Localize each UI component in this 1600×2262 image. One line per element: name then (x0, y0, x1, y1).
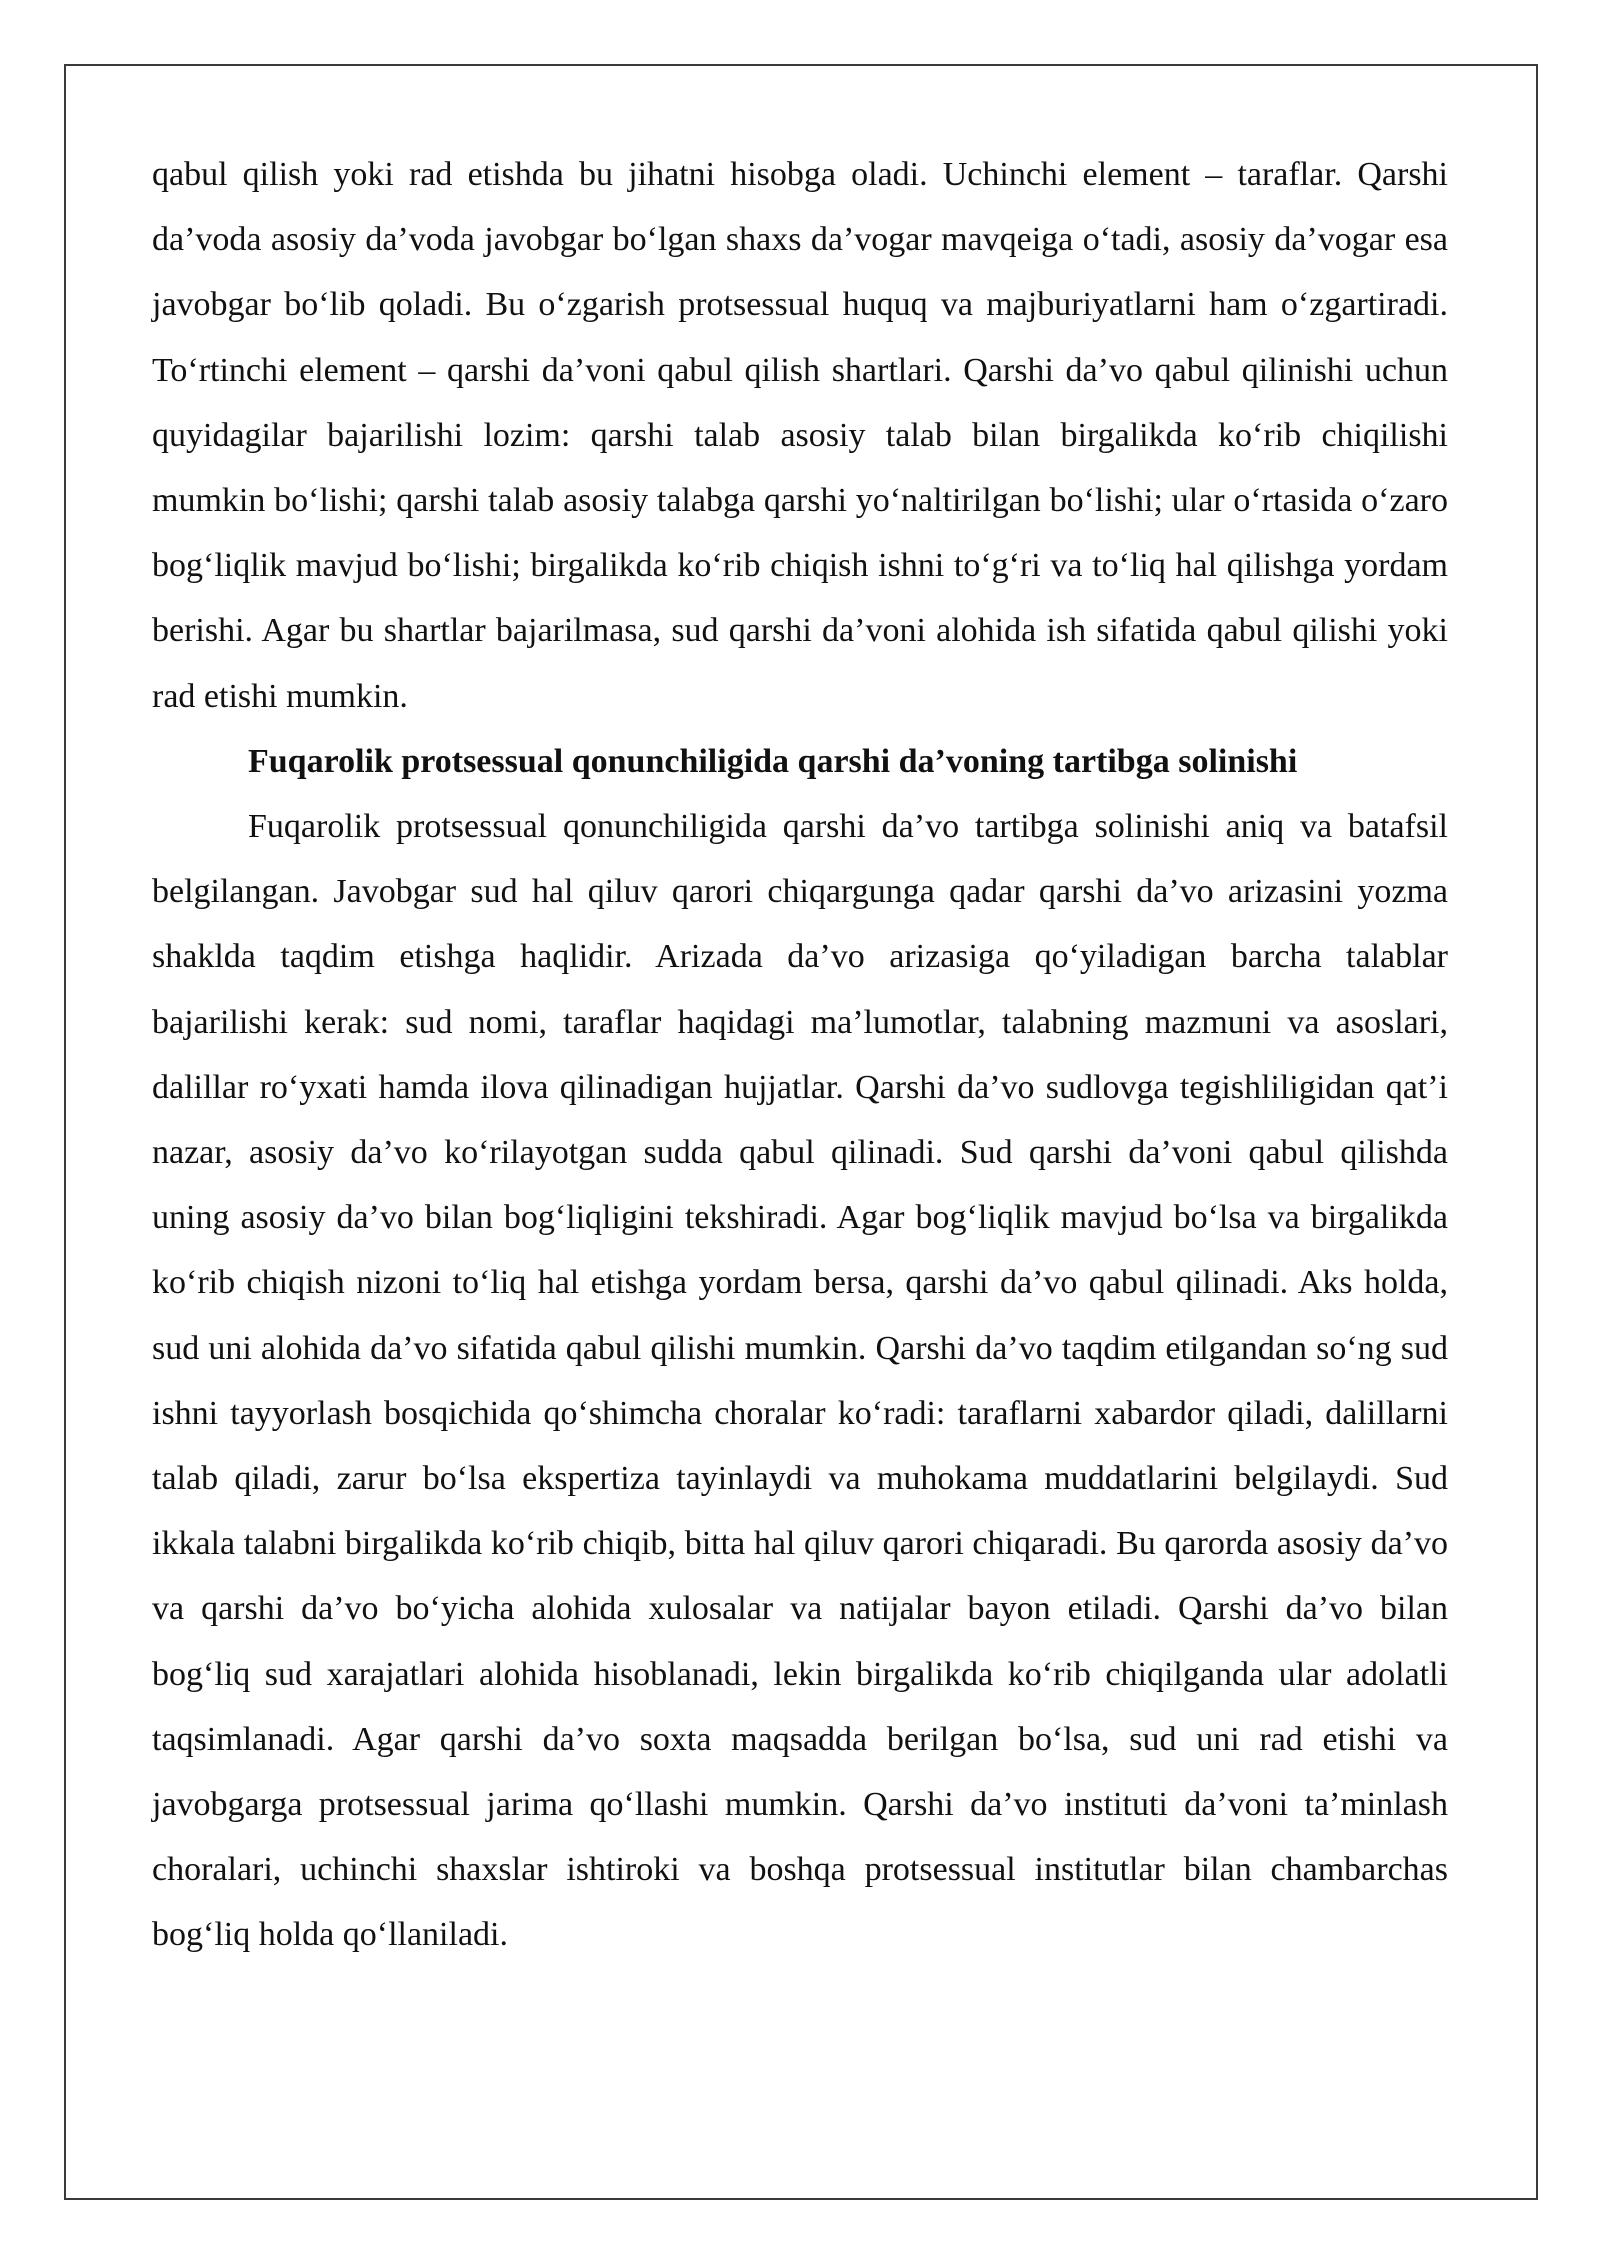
section-heading: Fuqarolik protsessual qonunchiligida qarshi da’voning tartibga solinishi (248, 742, 1298, 780)
paragraph-body: Fuqarolik protsessual qonunchiligida qarshi da’vo tartibga solinishi aniq va batafsil belgilangan. Javobgar sud hal qiluv qarori chiqargunga qadar qarshi da’vo arizasini yozma shaklda taqdim etishga haqlidir. Arizada da’vo arizasiga qo‘yiladigan barcha talablar bajarilishi kerak: sud nomi, taraflar haqidagi ma’lumotlar, talabning mazmuni va asoslari, dalillar ro‘yxati hamda ilova qilinadigan hujjatlar. Qarshi da’vo sudlovga tegishliligidan qat’i nazar, asosiy da’vo ko‘rilayotgan sudda qabul qilinadi. Sud qarshi da’voni qabul qilishda uning asosiy da’vo bilan bog‘liqligini tekshiradi. Agar bog‘liqlik mavjud bo‘lsa va birgalikda ko‘rib chiqish nizoni to‘liq hal etishga yordam bersa, qarshi da’vo qabul qilinadi. Aks holda, sud uni alohida da’vo sifatida qabul qilishi mumkin. Qarshi da’vo taqdim etilgandan so‘ng sud ishni tayyorlash bosqichida qo‘shimcha choralar ko‘radi: taraflarni xabardor qiladi, dalillarni talab qiladi, zarur bo‘lsa ekspertiza tayinlaydi va muhokama muddatlarini belgilaydi. Sud ikkala talabni birgalikda ko‘rib chiqib, bitta hal qiluv qarori chiqaradi. Bu qarorda asosiy da’vo va qarshi da’vo bo‘yicha alohida xulosalar va natijalar bayon etiladi. Qarshi da’vo bilan bog‘liq sud xarajatlari alohida hisoblanadi, lekin birgalikda ko‘rib chiqilganda ular adolatli taqsimlanadi. Agar qarshi da’vo soxta maqsadda berilgan bo‘lsa, sud uni rad etishi va javobgarga protsessual jarima qo‘llashi mumkin. Qarshi da’vo instituti da’voni ta’minlash choralari, uchinchi shaxslar ishtiroki va boshqa protsessual institutlar bilan chambarchas bog‘liq holda qo‘llaniladi. (152, 808, 1448, 1954)
paragraph-continuation: qabul qilish yoki rad etishda bu jihatni hisobga oladi. Uchinchi element – taraflar. Qarshi da’voda asosiy da’voda javobgar bo‘lgan shaxs da’vogar mavqeiga o‘tadi, asosiy da’vogar esa javobgar bo‘lib qoladi. Bu o‘zgarish protsessual huquq va majburiyatlarni ham o‘zgartiradi. To‘rtinchi element – qarshi da’voni qabul qilish shartlari. Qarshi da’vo qabul qilinishi uchun quyidagilar bajarilishi lozim: qarshi talab asosiy talab bilan birgalikda ko‘rib chiqilishi mumkin bo‘lishi; qarshi talab asosiy talabga qarshi yo‘naltirilgan bo‘lishi; ular o‘rtasida o‘zaro bog‘liqlik mavjud bo‘lishi; birgalikda ko‘rib chiqish ishni to‘g‘ri va to‘liq hal qilishga yordam berishi. Agar bu shartlar bajarilmasa, sud qarshi da’voni alohida ish sifatida qabul qilishi yoki rad etishi mumkin. (152, 156, 1448, 715)
page-content (152, 142, 1448, 1968)
